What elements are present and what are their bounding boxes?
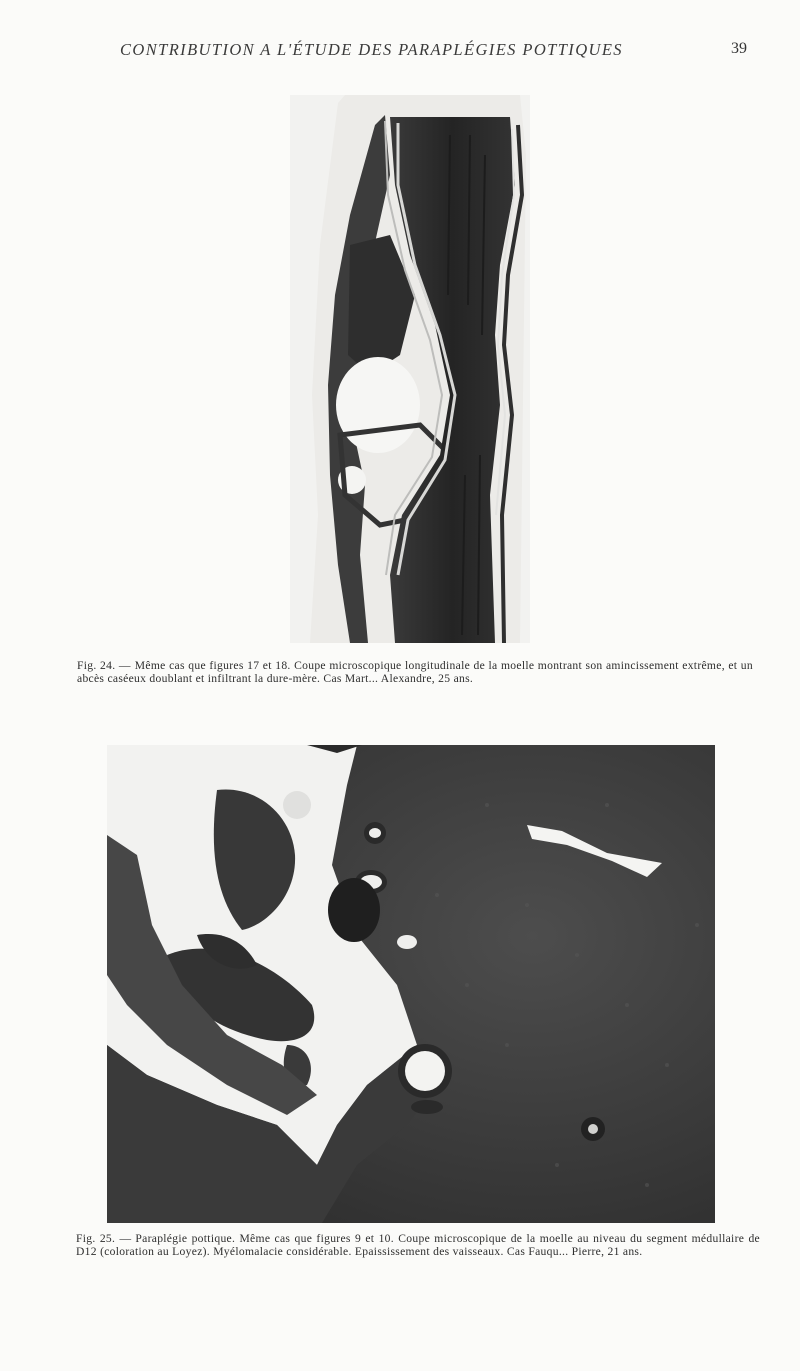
figure-25-label: Fig. 25. — xyxy=(76,1232,132,1245)
figure-24-caption-text: Même cas que figures 17 et 18. Coupe microscopique longitudinale de la moelle montrant son amincissement extrême, et un abcès caséeux doublant et infiltrant la dure-mère. Cas Mart... Alexandre, 25 ans. xyxy=(77,659,753,686)
running-title: CONTRIBUTION A L'ÉTUDE DES PARAPLÉGIES POTTIQUES xyxy=(120,40,623,59)
figure-24-label: Fig. 24. — xyxy=(77,659,131,672)
figure-24-micrograph xyxy=(290,95,530,643)
page-number: 39 xyxy=(731,40,747,57)
figure-25-micrograph xyxy=(107,745,715,1223)
figure-25-caption-text: Paraplégie pottique. Même cas que figures 9 et 10. Coupe microscopique de la moelle au niveau du segment médullaire de D12 (coloration au Loyez). Myélomalacie considérable. Epaississement des vaisseaux. Cas Fauqu... Pierre, 21 ans. xyxy=(76,1232,760,1259)
figure-25-caption xyxy=(76,1232,760,1259)
page-header xyxy=(0,36,800,66)
figure-24-caption xyxy=(77,659,753,686)
